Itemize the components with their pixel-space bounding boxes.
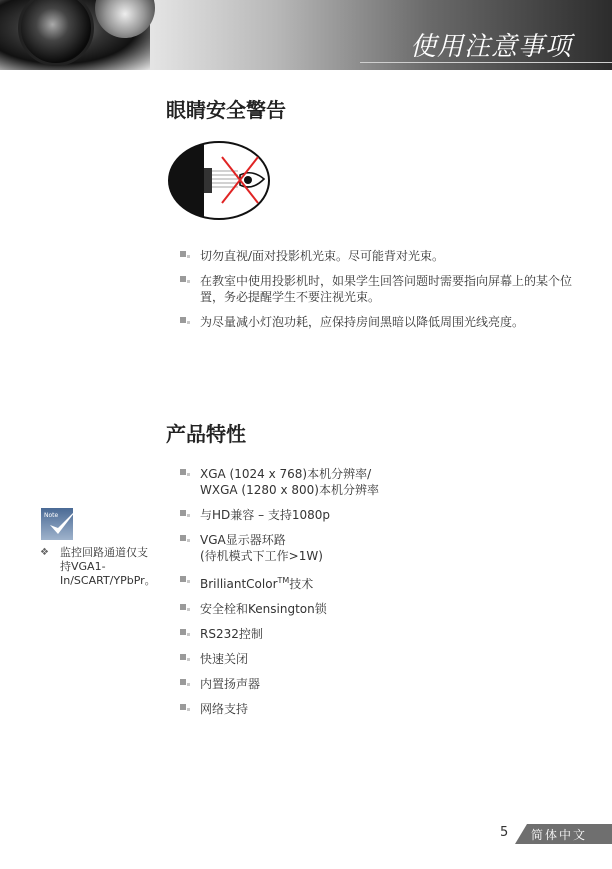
square-bullet-icon [180,576,189,584]
list-item: RS232控制 [166,626,576,642]
note-check-icon [40,504,80,544]
header-title: 使用注意事项 [409,32,572,62]
list-item: 安全栓和Kensington锁 [166,601,576,617]
header-divider [360,62,612,63]
list-item: VGA显示器环路 (待机模式下工作>1W) [166,532,576,564]
list-item: 切勿直视/面对投影机光束。尽可能背对光束。 [166,248,576,264]
square-bullet-icon [180,629,189,637]
list-item: 快速关闭 [166,651,576,667]
square-bullet-icon [180,251,189,259]
list-item: 内置扬声器 [166,676,576,692]
eye-warning-icon [168,141,270,220]
list-item: BrilliantColor™技术 [166,573,576,592]
list-item: XGA (1024 x 768)本机分辨率/ WXGA (1280 x 800)本机分辨率 [166,466,576,498]
square-bullet-icon [180,510,189,518]
square-bullet-icon [180,704,189,712]
list-item: 在教室中使用投影机时，如果学生回答问题时需要指向屏幕上的某个位置，务必提醒学生不要注视光束。 [166,273,576,305]
square-bullet-icon [180,535,189,543]
safety-list [166,248,576,339]
safety-title: 眼睛安全警告 [166,98,286,122]
page-footer [497,824,612,844]
list-item: 与HD兼容 – 支持1080p [166,507,576,523]
list-item: 为尽量减小灯泡功耗，应保持房间黑暗以降低周围光线亮度。 [166,314,576,330]
note-text: ❖ 监控回路通道仅支持VGA1-In/SCART/YPbPr。 [40,546,156,587]
note-badge: Note [44,512,59,519]
page-header [0,0,612,70]
language-label: 简体中文 [531,828,588,842]
features-title: 产品特性 [166,422,246,446]
square-bullet-icon [180,469,189,477]
square-bullet-icon [180,317,189,325]
square-bullet-icon [180,276,189,284]
page-number: 5 [500,825,509,840]
features-list [166,466,576,726]
diamond-bullet-icon: ❖ [40,547,49,558]
square-bullet-icon [180,654,189,662]
square-bullet-icon [180,604,189,612]
square-bullet-icon [180,679,189,687]
list-item: 网络支持 [166,701,576,717]
